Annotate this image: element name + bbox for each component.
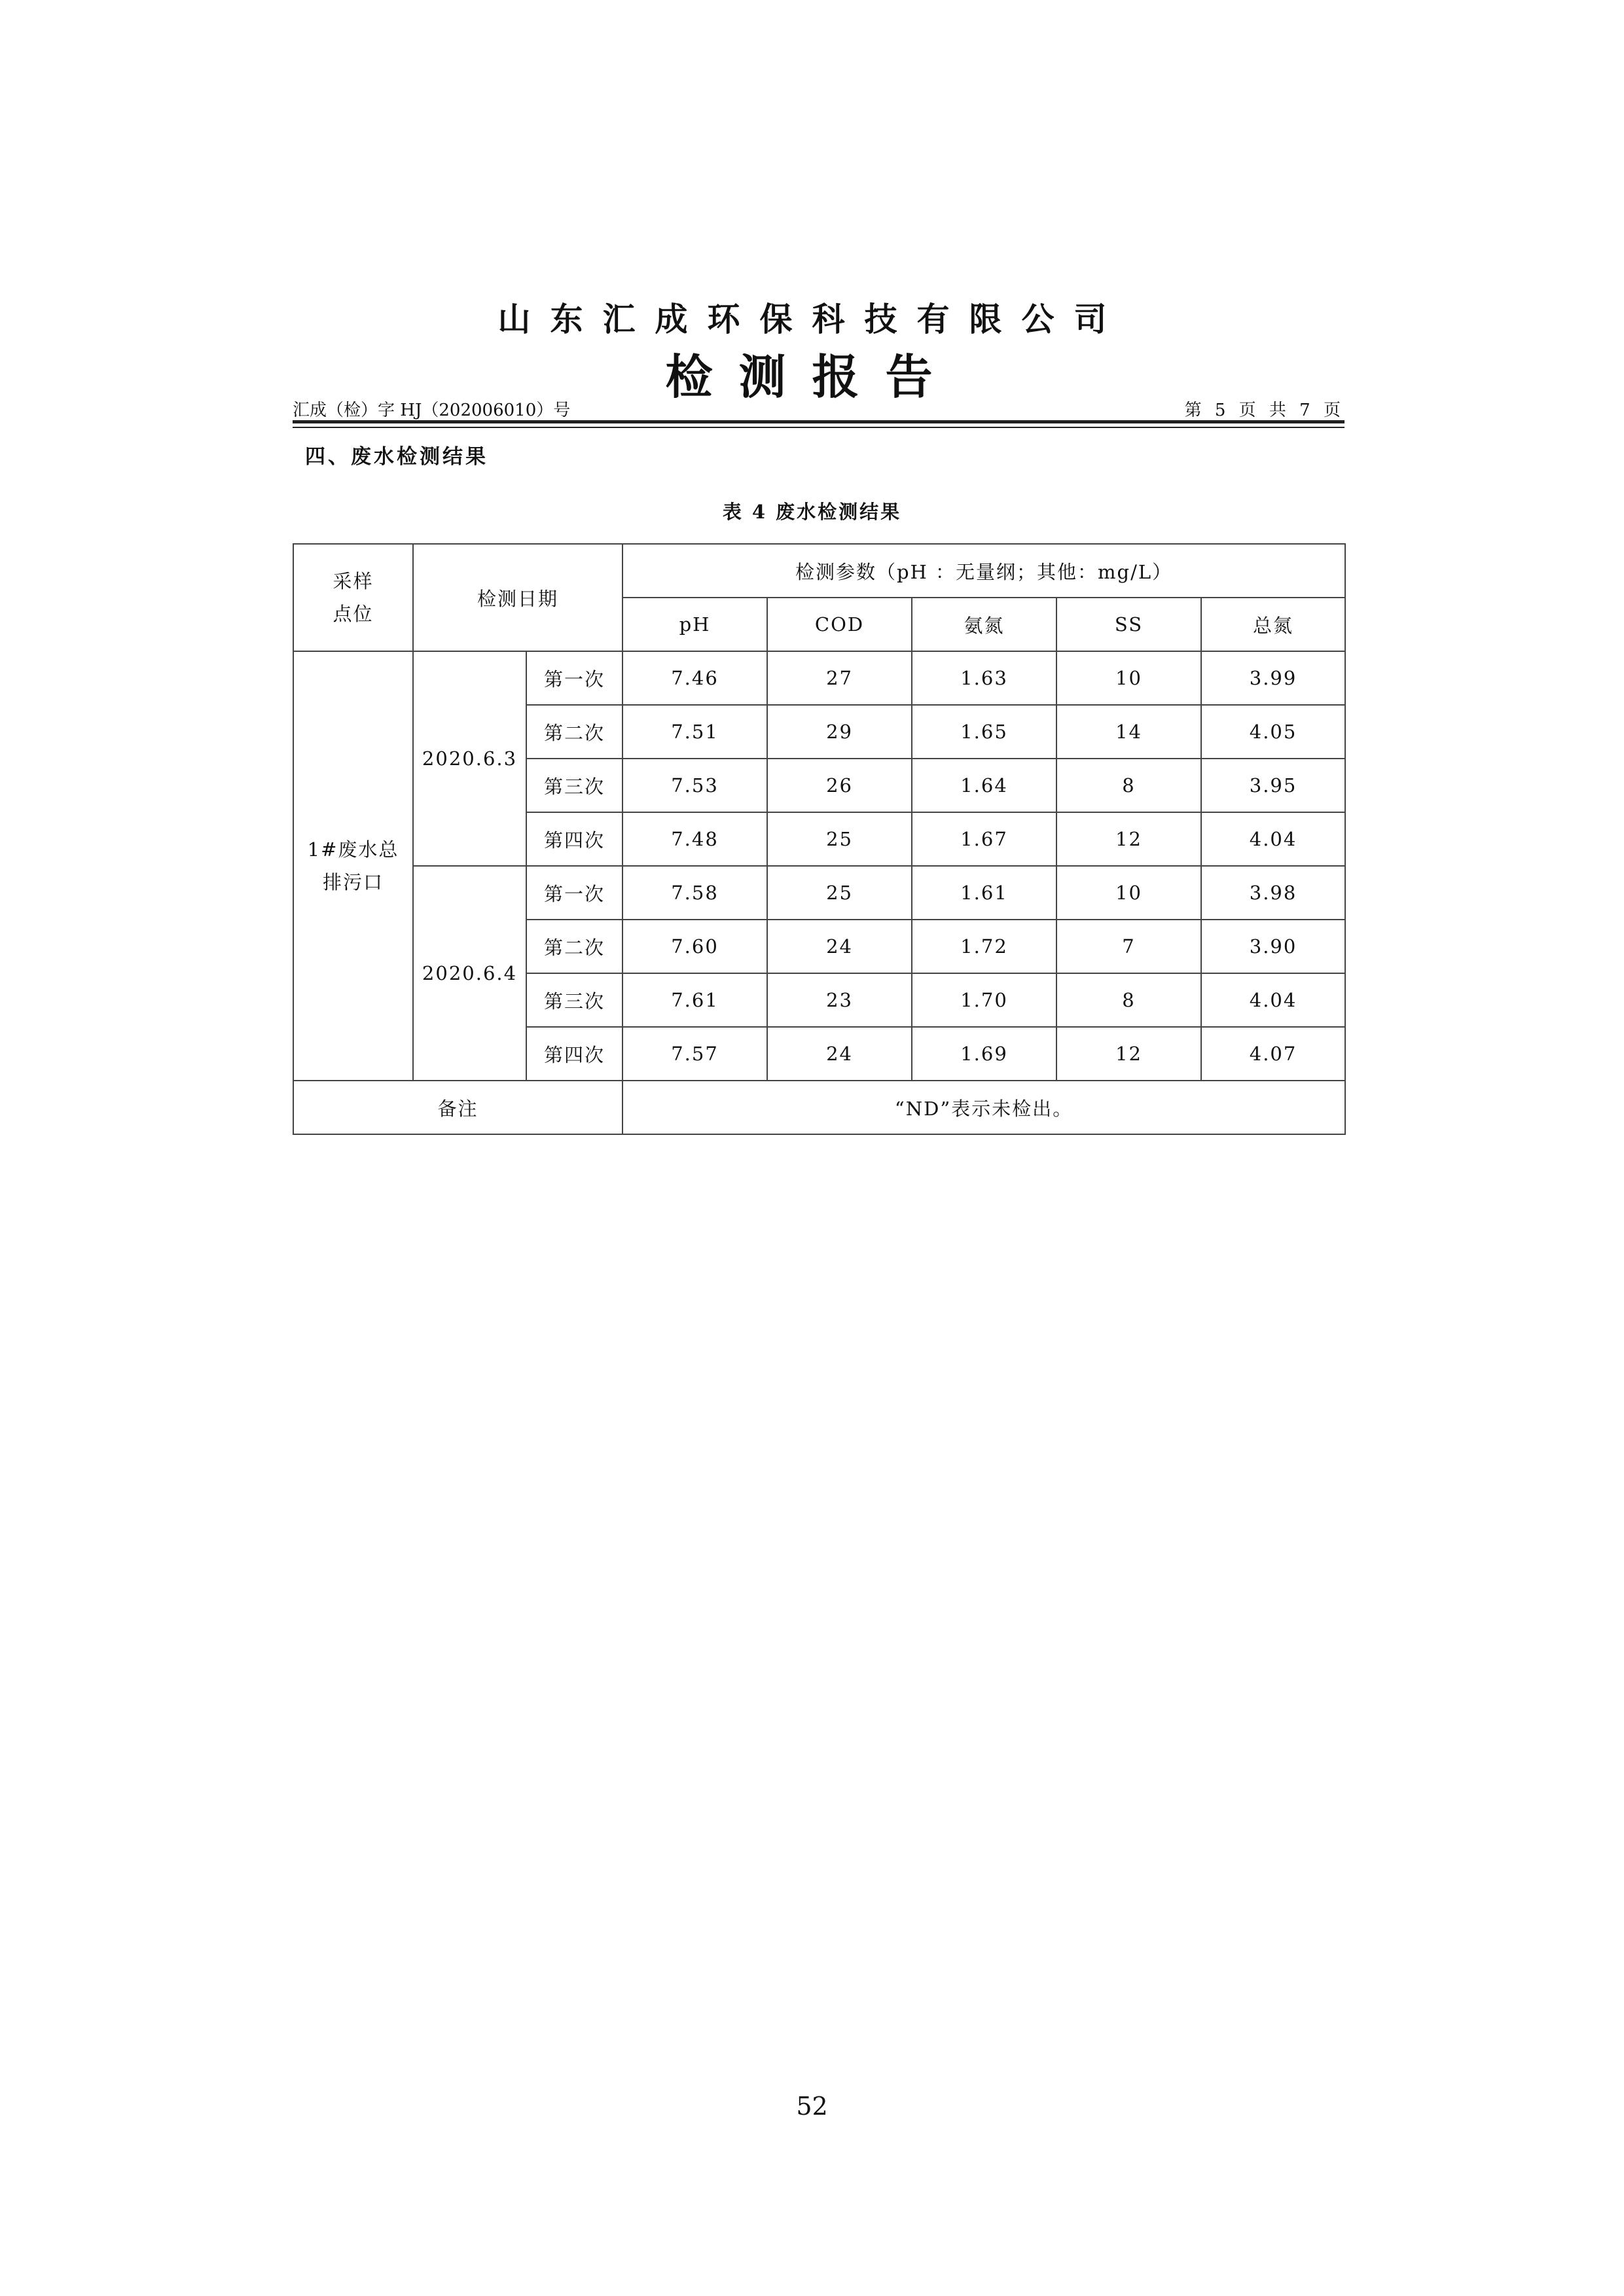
- column-header: pH: [623, 598, 767, 651]
- result-value: 1.72: [912, 920, 1056, 973]
- sampling-round: 第四次: [526, 1027, 623, 1081]
- sample-site: 1#废水总 排污口: [293, 651, 413, 1081]
- result-value: 4.05: [1201, 705, 1345, 759]
- column-header: SS: [1056, 598, 1201, 651]
- results-table: [293, 543, 1346, 1135]
- result-value: 4.07: [1201, 1027, 1345, 1081]
- table-row: [293, 866, 1345, 920]
- page-info: 第 5 页 共 7 页: [1184, 401, 1344, 420]
- result-value: 1.61: [912, 866, 1056, 920]
- sampling-round: 第二次: [526, 920, 623, 973]
- result-value: 1.70: [912, 973, 1056, 1027]
- result-value: 7.57: [623, 1027, 767, 1081]
- header-rule-thin: [293, 427, 1344, 428]
- test-date: 2020.6.3: [413, 651, 526, 866]
- column-header: 总氮: [1201, 598, 1345, 651]
- sampling-round: 第一次: [526, 866, 623, 920]
- result-value: 1.64: [912, 759, 1056, 812]
- result-value: 7: [1056, 920, 1201, 973]
- result-value: 24: [767, 920, 912, 973]
- remark-text: “ND”表示未检出。: [623, 1081, 1345, 1134]
- header-test-date: 检测日期: [413, 544, 623, 651]
- page-number: 52: [796, 2092, 828, 2121]
- result-value: 12: [1056, 1027, 1201, 1081]
- sampling-round: 第二次: [526, 705, 623, 759]
- result-value: 3.95: [1201, 759, 1345, 812]
- result-value: 1.65: [912, 705, 1056, 759]
- result-value: 23: [767, 973, 912, 1027]
- result-value: 7.58: [623, 866, 767, 920]
- result-value: 1.63: [912, 651, 1056, 705]
- result-value: 1.69: [912, 1027, 1056, 1081]
- sampling-round: 第四次: [526, 812, 623, 866]
- result-value: 1.67: [912, 812, 1056, 866]
- column-header: 氨氮: [912, 598, 1056, 651]
- result-value: 27: [767, 651, 912, 705]
- result-value: 7.46: [623, 651, 767, 705]
- result-value: 12: [1056, 812, 1201, 866]
- result-value: 7.61: [623, 973, 767, 1027]
- result-value: 24: [767, 1027, 912, 1081]
- result-value: 3.90: [1201, 920, 1345, 973]
- result-value: 7.48: [623, 812, 767, 866]
- sampling-round: 第一次: [526, 651, 623, 705]
- result-value: 8: [1056, 759, 1201, 812]
- result-value: 3.99: [1201, 651, 1345, 705]
- header-parameters: 检测参数（pH ：无量纲；其他：mg/L）: [623, 544, 1345, 598]
- header-sample-site: 采样 点位: [293, 544, 413, 651]
- result-value: 25: [767, 866, 912, 920]
- result-value: 29: [767, 705, 912, 759]
- test-date: 2020.6.4: [413, 866, 526, 1081]
- sampling-round: 第三次: [526, 973, 623, 1027]
- result-value: 10: [1056, 866, 1201, 920]
- company-name: 山东汇成环保科技有限公司: [497, 300, 1127, 338]
- result-value: 25: [767, 812, 912, 866]
- remark-label: 备注: [293, 1081, 623, 1134]
- table-caption: 表 4 废水检测结果: [722, 501, 902, 523]
- result-value: 3.98: [1201, 866, 1345, 920]
- remark-row: [293, 1081, 1345, 1134]
- document-number: 汇成（检）字 HJ（202006010）号: [293, 401, 571, 420]
- table-row: [293, 651, 1345, 705]
- sampling-round: 第三次: [526, 759, 623, 812]
- result-value: 14: [1056, 705, 1201, 759]
- header-rule-thick: [293, 420, 1344, 423]
- result-value: 7.60: [623, 920, 767, 973]
- result-value: 26: [767, 759, 912, 812]
- result-value: 7.51: [623, 705, 767, 759]
- column-header: COD: [767, 598, 912, 651]
- result-value: 7.53: [623, 759, 767, 812]
- section-title: 四、废水检测结果: [305, 445, 488, 469]
- report-title: 检测报告: [665, 349, 959, 404]
- result-value: 8: [1056, 973, 1201, 1027]
- result-value: 4.04: [1201, 973, 1345, 1027]
- result-value: 10: [1056, 651, 1201, 705]
- result-value: 4.04: [1201, 812, 1345, 866]
